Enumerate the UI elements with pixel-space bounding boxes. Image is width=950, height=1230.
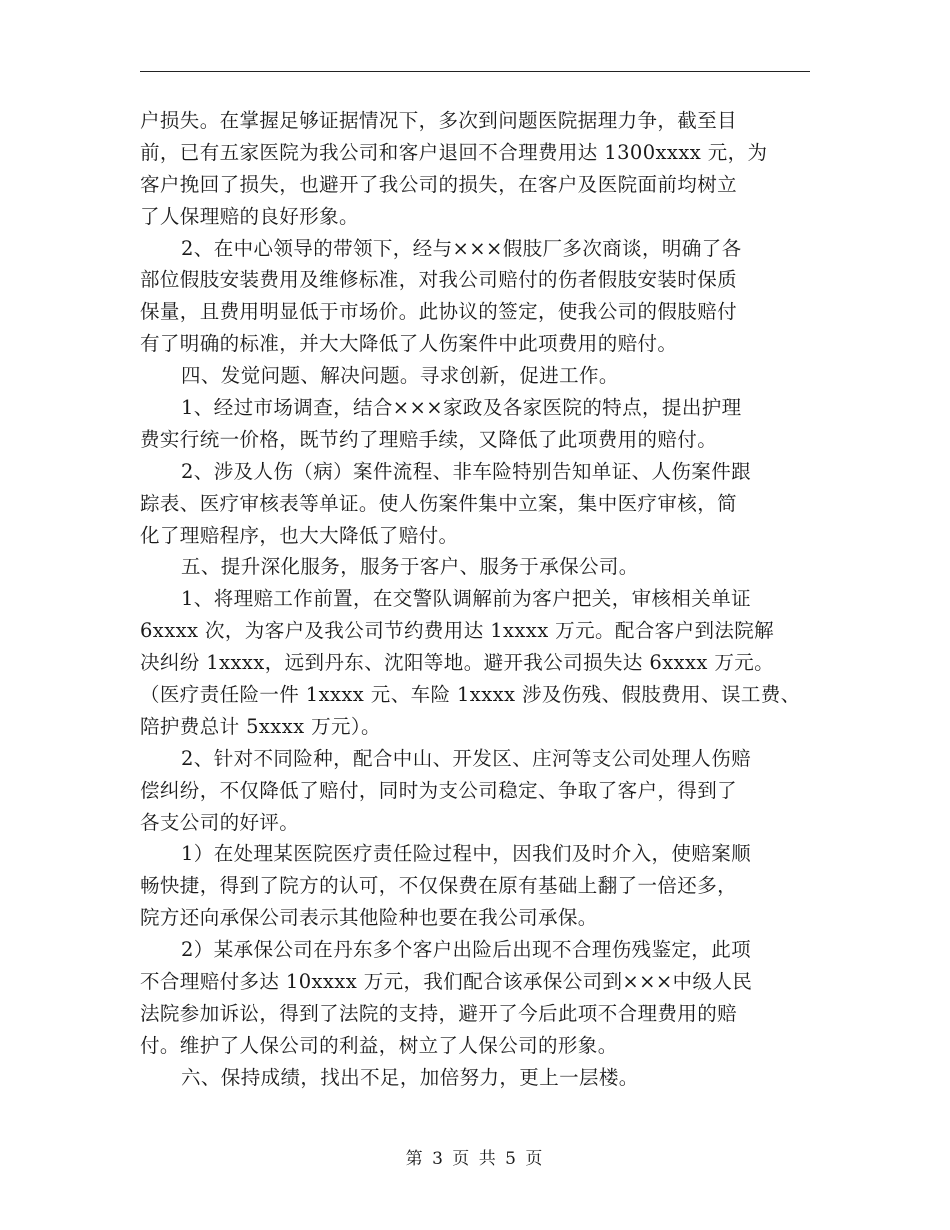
text-line: 院方还向承保公司表示其他险种也要在我公司承保。 bbox=[140, 906, 598, 930]
text-line: 四、发觉问题、解决问题。寻求创新，促进工作。 bbox=[181, 364, 619, 388]
text-line: 六、保持成绩，找出不足，加倍努力，更上一层楼。 bbox=[181, 1065, 639, 1089]
text-line: 决纠纷 1xxxx，远到丹东、沈阳等地。避开我公司损失达 6xxxx 万元。 bbox=[140, 651, 775, 675]
text-line: 户损失。在掌握足够证据情况下，多次到问题医院据理力争，截至目 bbox=[140, 109, 738, 132]
text-line: （医疗责任险一件 1xxxx 元、车险 1xxxx 涉及伤残、假肢费用、误工费、 bbox=[140, 683, 801, 707]
page-footer: 第 3 页 共 5 页 bbox=[405, 1149, 545, 1169]
text-line: 1、将理赔工作前置，在交警队调解前为客户把关，审核相关单证 bbox=[181, 587, 752, 611]
text-line: 1）在处理某医院医疗责任险过程中，因我们及时介入，使赔案顺 bbox=[181, 842, 752, 866]
text-line: 前，已有五家医院为我公司和客户退回不合理费用达 1300xxxx 元，为 bbox=[140, 140, 768, 164]
text-line: 法院参加诉讼，得到了法院的支持，避开了今后此项不合理费用的赔 bbox=[140, 1001, 738, 1025]
text-line: 2）某承保公司在丹东多个客户出险后出现不合理伤残鉴定，此项 bbox=[181, 938, 752, 962]
text-line: 化了理赔程序，也大大降低了赔付。 bbox=[140, 523, 459, 547]
text-line: 部位假肢安装费用及维修标准，对我公司赔付的伤者假肢安装时保质 bbox=[140, 268, 738, 292]
text-line: 2、针对不同险种，配合中山、开发区、庄河等支公司处理人伤赔 bbox=[181, 746, 752, 770]
text-line: 了人保理赔的良好形象。 bbox=[140, 204, 359, 228]
text-line: 畅快捷，得到了院方的认可，不仅保费在原有基础上翻了一倍还多， bbox=[140, 874, 738, 898]
header-rule bbox=[140, 71, 810, 72]
text-line: 费实行统一价格，既节约了理赔手续，又降低了此项费用的赔付。 bbox=[140, 427, 718, 451]
text-line: 陪护费总计 5xxxx 万元）。 bbox=[140, 714, 381, 738]
document-body bbox=[140, 105, 812, 1094]
text-line: 有了明确的标准，并大大降低了人伤案件中此项费用的赔付。 bbox=[140, 332, 678, 356]
text-line: 五、提升深化服务，服务于客户、服务于承保公司。 bbox=[181, 555, 639, 579]
text-line: 客户挽回了损失，也避开了我公司的损失，在客户及医院面前均树立 bbox=[140, 172, 738, 196]
text-line: 踪表、医疗审核表等单证。使人伤案件集中立案，集中医疗审核，简 bbox=[140, 491, 738, 515]
text-line: 保量，且费用明显低于市场价。此协议的签定，使我公司的假肢赔付 bbox=[140, 300, 738, 324]
text-line: 付。维护了人保公司的利益，树立了人保公司的形象。 bbox=[140, 1033, 618, 1057]
text-line: 1、经过市场调查，结合×××家政及各家医院的特点，提出护理 bbox=[181, 396, 742, 420]
text-line: 各支公司的好评。 bbox=[140, 810, 300, 834]
text-line: 2、涉及人伤（病）案件流程、非车险特别告知单证、人伤案件跟 bbox=[181, 459, 752, 483]
text-line: 2、在中心领导的带领下，经与×××假肢厂多次商谈，明确了各 bbox=[181, 236, 742, 260]
text-line: 偿纠纷，不仅降低了赔付，同时为支公司稳定、争取了客户，得到了 bbox=[140, 778, 738, 802]
text-line: 6xxxx 次，为客户及我公司节约费用达 1xxxx 万元。配合客户到法院解 bbox=[140, 619, 775, 643]
text-line: 不合理赔付多达 10xxxx 万元，我们配合该承保公司到×××中级人民 bbox=[140, 970, 753, 994]
